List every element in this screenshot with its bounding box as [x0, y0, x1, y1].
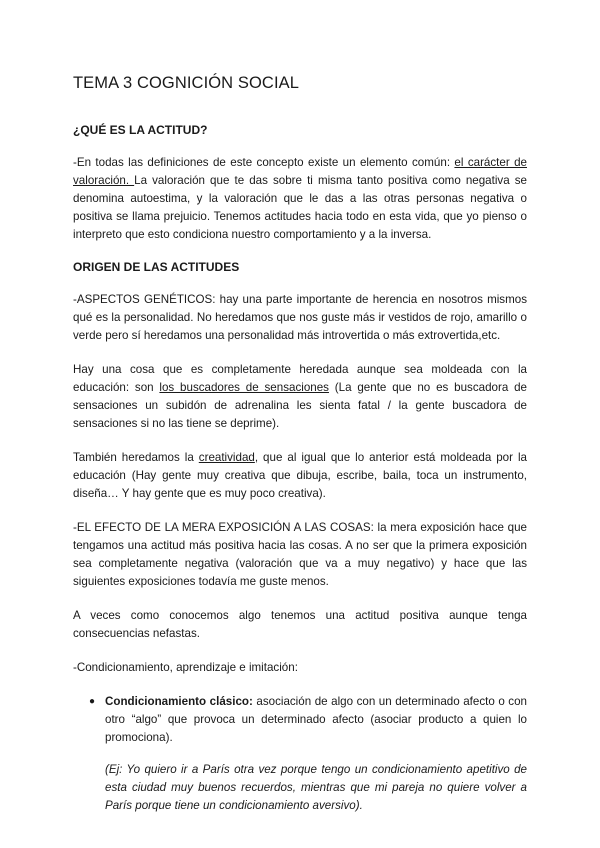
bullet-icon: ●	[89, 696, 96, 707]
text-span: Hay una cosa que es completamente heredada aunque sea moldeada con la educación: son	[73, 363, 527, 394]
paragraph-buscadores	[73, 361, 527, 433]
bullet-example: (Ej: Yo quiero ir a París otra vez porque tengo un condicionamiento apetitivo de esta ciudad muy buenos recuerdos, mientras que mi pareja no quiere volver a París porque tiene un condicionamiento aversivo).	[105, 763, 527, 812]
document-title: TEMA 3 COGNICIÓN SOCIAL	[73, 74, 300, 92]
paragraph-mera-exposicion: -EL EFECTO DE LA MERA EXPOSICIÓN A LAS COSAS: la mera exposición hace que tengamos una actitud más positiva hacia las cosas. A no ser que la primera exposición sea completamente negativa (valoración que va a muy negativo) y hace que las siguientes exposiciones todavía me guste menos.	[73, 521, 527, 588]
underlined-term: creatividad	[198, 451, 255, 464]
paragraph-actitud	[73, 154, 527, 244]
text-span: , que al igual que lo anterior está moldeada por la educación (Hay gente muy creativa que dibuja, escribe, baila, toca un instrumento, diseña… Y hay gente que es muy poco creativa).	[73, 451, 527, 500]
underlined-term: el carácter de valoración.	[73, 156, 527, 187]
section-heading-origen: ORIGEN DE LAS ACTITUDES	[73, 260, 240, 274]
section-heading-actitud: ¿QUÉ ES LA ACTITUD?	[73, 123, 208, 137]
text-span: También heredamos la	[73, 451, 199, 464]
paragraph-creatividad	[73, 449, 527, 503]
paragraph-consecuencias: A veces como conocemos algo tenemos una actitud positiva aunque tenga consecuencias nefastas.	[73, 609, 527, 640]
text-span: (La gente que no es buscadora de sensaciones un subidón de adrenalina les sienta fatal / la gente buscadora de sensaciones si no las tiene se deprime).	[73, 381, 527, 430]
paragraph-geneticos: -ASPECTOS GENÉTICOS: hay una parte importante de herencia en nosotros mismos qué es la personalidad. No heredamos que nos guste más ir vestidos de rojo, amarillo o verde pero sí heredamos una personalidad más introvertida o más extrovertida,etc.	[73, 293, 527, 342]
bullet-text: asociación de algo con un determinado afecto o con otro “algo” que provoca un determinado afecto (asociar producto a quien lo promociona).	[105, 695, 527, 744]
text-span: La valoración que te das sobre ti misma tanto positiva como negativa se denomina autoestima, y la valoración que le das a las otras personas negativa o positiva se llama prejuicio. Tenemos actitudes hacia todo en esta vida, que yo pienso o interpreto que esto condiciona nuestro comportamiento y a la inversa.	[73, 174, 527, 241]
list-item	[89, 693, 527, 815]
underlined-term: los buscadores de sensaciones	[159, 381, 329, 394]
bullet-list	[73, 693, 527, 815]
bullet-term: Condicionamiento clásico:	[105, 695, 253, 708]
text-span: -En todas las definiciones de este concepto existe un elemento común:	[73, 156, 455, 169]
paragraph-condicionamiento: -Condicionamiento, aprendizaje e imitación:	[73, 661, 298, 674]
